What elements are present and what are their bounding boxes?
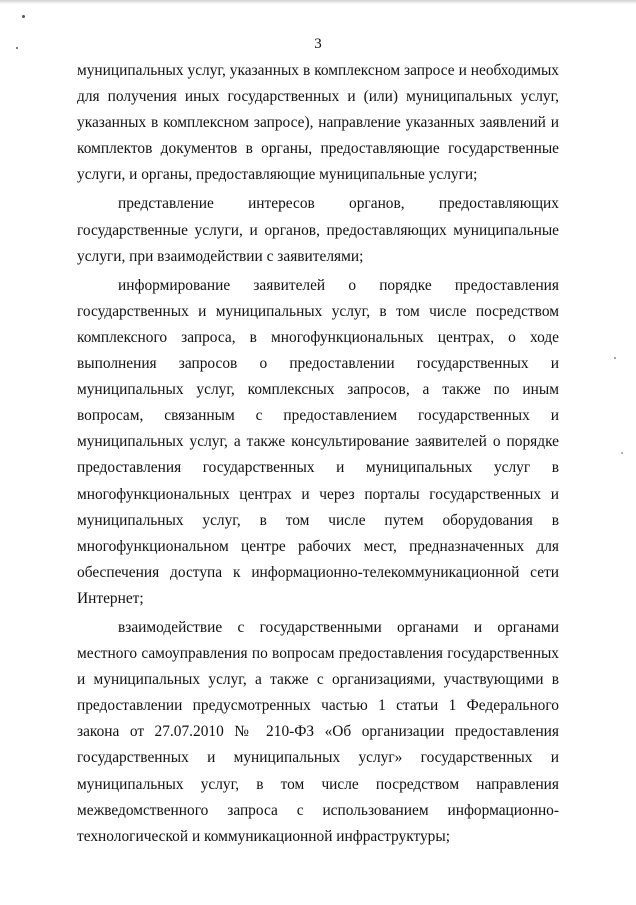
- scan-speck: [621, 452, 623, 454]
- page-number: 3: [314, 36, 322, 52]
- document-body: [77, 58, 559, 853]
- scan-speck: [22, 15, 25, 18]
- paragraph-continuation: муниципальных услуг, указанных в комплексном запросе и необходимых для получения иных государственных и (или) муниципальных услуг, указанных в комплексном запросе), направление указанных заявлений и комплектов документов в органы, предоставляющие государственные услуги, и органы, предоставляющие муниципальные услуги;: [77, 62, 559, 184]
- paragraph-informing: информирование заявителей о порядке предоставления государственных и муниципальных услуг, в том числе посредством комплексного запроса, в многофункциональных центрах, о ходе выполнения запросов о предоставлении государственных и муниципальных услуг, комплексных запросов, а также по иным вопросам, связанным с предоставлением государственных и муниципальных услуг, а также консультирование заявителей о порядке предоставления государственных и муниципальных услуг в многофункциональных центрах и через порталы государственных и муниципальных услуг, в том числе путем оборудования в многофункциональном центре рабочих мест, предназначенных для обеспечения доступа к информационно-телекоммуникационной сети Интернет;: [77, 276, 559, 607]
- paragraph-interaction: взаимодействие с государственными органами и органами местного самоуправления по вопросам предоставления государственных и муниципальных услуг, а также с организациями, участвующими в предоставлении предусмотренных частью 1 статьи 1 Федерального закона от 27.07.2010 № 210-ФЗ «Об организации предоставления государственных и муниципальных услуг» государственных и муниципальных услуг, в том числе посредством направления межведомственного запроса с использованием информационно-технологической и коммуникационной инфраструктуры;: [77, 618, 559, 845]
- paragraph-representation: представление интересов органов, предоставляющих государственные услуги, и органов, предоставляющих муниципальные услуги, при взаимодействии с заявителями;: [77, 195, 559, 265]
- scan-top-edge: [0, 0, 636, 4]
- scan-speck: [614, 357, 616, 359]
